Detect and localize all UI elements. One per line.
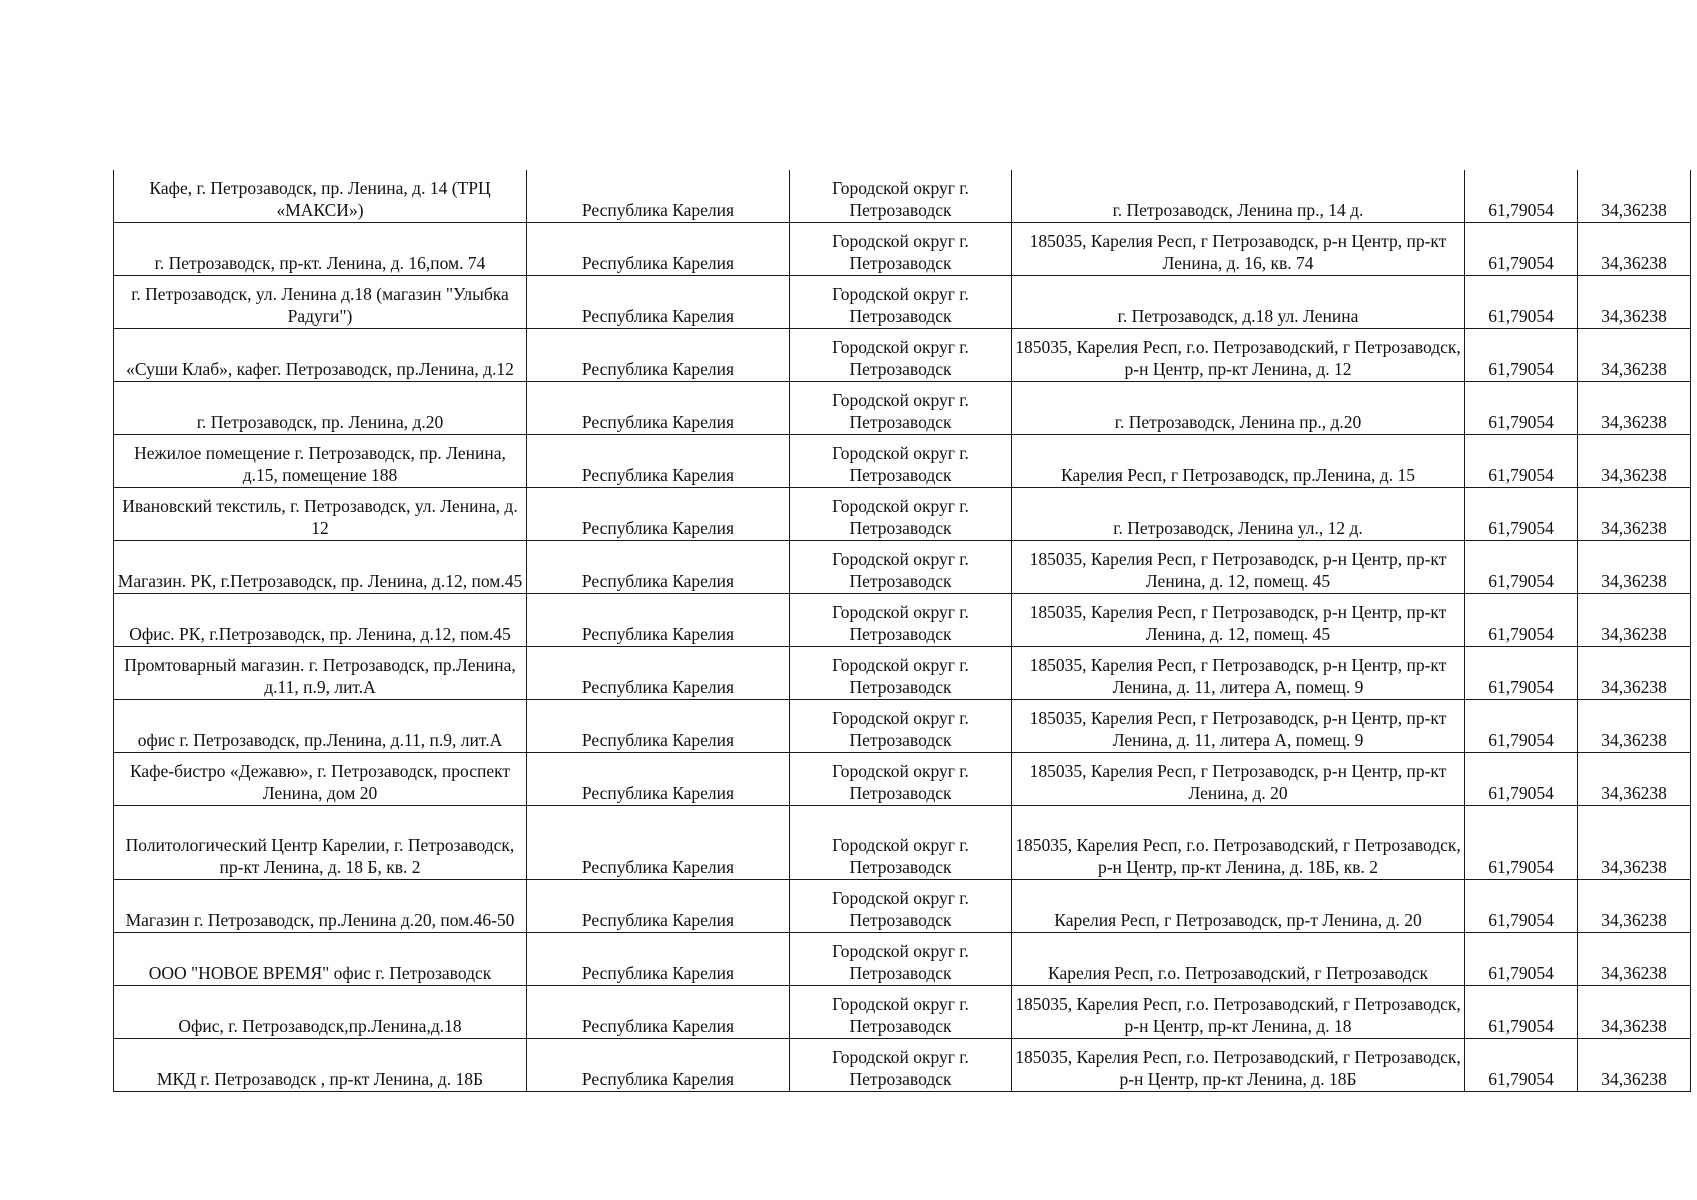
region-cell: Республика Карелия: [527, 753, 790, 806]
address-cell: Карелия Респ, г.о. Петрозаводский, г Петрозаводск: [1012, 933, 1465, 986]
object-name-cell: ООО "НОВОЕ ВРЕМЯ" офис г. Петрозаводск: [114, 933, 527, 986]
address-cell: Карелия Респ, г Петрозаводск, пр.Ленина, д. 15: [1012, 435, 1465, 488]
region-cell: Республика Карелия: [527, 329, 790, 382]
longitude-cell: 34,36238: [1578, 700, 1691, 753]
table-row: [114, 329, 1691, 382]
region-cell: Республика Карелия: [527, 382, 790, 435]
region-cell: Республика Карелия: [527, 276, 790, 329]
table-body: [114, 170, 1691, 1092]
address-cell: 185035, Карелия Респ, г.о. Петрозаводский, г Петрозаводск, р-н Центр, пр-кт Ленина, д. 12: [1012, 329, 1465, 382]
longitude-cell: 34,36238: [1578, 488, 1691, 541]
object-name-cell: г. Петрозаводск, пр-кт. Ленина, д. 16,пом. 74: [114, 223, 527, 276]
longitude-cell: 34,36238: [1578, 647, 1691, 700]
longitude-cell: 34,36238: [1578, 594, 1691, 647]
address-cell: Карелия Респ, г Петрозаводск, пр-т Ленина, д. 20: [1012, 880, 1465, 933]
table-row: [114, 382, 1691, 435]
object-name-cell: Магазин. РК, г.Петрозаводск, пр. Ленина, д.12, пом.45: [114, 541, 527, 594]
region-cell: Республика Карелия: [527, 541, 790, 594]
latitude-cell: 61,79054: [1465, 276, 1578, 329]
region-cell: Республика Карелия: [527, 594, 790, 647]
table-row: [114, 986, 1691, 1039]
address-registry-table: [113, 170, 1691, 1092]
municipality-cell: Городской округ г. Петрозаводск: [790, 170, 1012, 223]
object-name-cell: Офис, г. Петрозаводск,пр.Ленина,д.18: [114, 986, 527, 1039]
longitude-cell: 34,36238: [1578, 986, 1691, 1039]
municipality-cell: Городской округ г. Петрозаводск: [790, 933, 1012, 986]
object-name-cell: Офис. РК, г.Петрозаводск, пр. Ленина, д.12, пом.45: [114, 594, 527, 647]
longitude-cell: 34,36238: [1578, 170, 1691, 223]
region-cell: Республика Карелия: [527, 700, 790, 753]
longitude-cell: 34,36238: [1578, 276, 1691, 329]
latitude-cell: 61,79054: [1465, 880, 1578, 933]
object-name-cell: Кафе, г. Петрозаводск, пр. Ленина, д. 14 (ТРЦ «МАКСИ»): [114, 170, 527, 223]
table-row: [114, 753, 1691, 806]
table-row: [114, 594, 1691, 647]
region-cell: Республика Карелия: [527, 880, 790, 933]
table-row: [114, 488, 1691, 541]
municipality-cell: Городской округ г. Петрозаводск: [790, 647, 1012, 700]
table-row: [114, 1039, 1691, 1092]
table-row: [114, 880, 1691, 933]
object-name-cell: Магазин г. Петрозаводск, пр.Ленина д.20, пом.46-50: [114, 880, 527, 933]
municipality-cell: Городской округ г. Петрозаводск: [790, 223, 1012, 276]
latitude-cell: 61,79054: [1465, 170, 1578, 223]
table-row: [114, 647, 1691, 700]
latitude-cell: 61,79054: [1465, 382, 1578, 435]
table-row: [114, 541, 1691, 594]
municipality-cell: Городской округ г. Петрозаводск: [790, 880, 1012, 933]
region-cell: Республика Карелия: [527, 986, 790, 1039]
address-cell: г. Петрозаводск, д.18 ул. Ленина: [1012, 276, 1465, 329]
latitude-cell: 61,79054: [1465, 806, 1578, 880]
municipality-cell: Городской округ г. Петрозаводск: [790, 986, 1012, 1039]
municipality-cell: Городской округ г. Петрозаводск: [790, 382, 1012, 435]
latitude-cell: 61,79054: [1465, 986, 1578, 1039]
latitude-cell: 61,79054: [1465, 753, 1578, 806]
municipality-cell: Городской округ г. Петрозаводск: [790, 488, 1012, 541]
region-cell: Республика Карелия: [527, 806, 790, 880]
longitude-cell: 34,36238: [1578, 933, 1691, 986]
object-name-cell: Нежилое помещение г. Петрозаводск, пр. Ленина, д.15, помещение 188: [114, 435, 527, 488]
longitude-cell: 34,36238: [1578, 1039, 1691, 1092]
address-cell: 185035, Карелия Респ, г Петрозаводск, р-н Центр, пр-кт Ленина, д. 12, помещ. 45: [1012, 594, 1465, 647]
latitude-cell: 61,79054: [1465, 488, 1578, 541]
address-cell: 185035, Карелия Респ, г Петрозаводск, р-н Центр, пр-кт Ленина, д. 11, литера А, помещ. 9: [1012, 700, 1465, 753]
municipality-cell: Городской округ г. Петрозаводск: [790, 435, 1012, 488]
longitude-cell: 34,36238: [1578, 806, 1691, 880]
table-row: [114, 435, 1691, 488]
region-cell: Республика Карелия: [527, 933, 790, 986]
object-name-cell: «Суши Клаб», кафег. Петрозаводск, пр.Ленина, д.12: [114, 329, 527, 382]
latitude-cell: 61,79054: [1465, 933, 1578, 986]
object-name-cell: Промтоварный магазин. г. Петрозаводск, пр.Ленина, д.11, п.9, лит.А: [114, 647, 527, 700]
longitude-cell: 34,36238: [1578, 753, 1691, 806]
latitude-cell: 61,79054: [1465, 1039, 1578, 1092]
latitude-cell: 61,79054: [1465, 594, 1578, 647]
object-name-cell: Политологический Центр Карелии, г. Петрозаводск, пр-кт Ленина, д. 18 Б, кв. 2: [114, 806, 527, 880]
table-row: [114, 700, 1691, 753]
municipality-cell: Городской округ г. Петрозаводск: [790, 700, 1012, 753]
municipality-cell: Городской округ г. Петрозаводск: [790, 276, 1012, 329]
longitude-cell: 34,36238: [1578, 382, 1691, 435]
latitude-cell: 61,79054: [1465, 435, 1578, 488]
latitude-cell: 61,79054: [1465, 647, 1578, 700]
municipality-cell: Городской округ г. Петрозаводск: [790, 1039, 1012, 1092]
municipality-cell: Городской округ г. Петрозаводск: [790, 806, 1012, 880]
object-name-cell: Кафе-бистро «Дежавю», г. Петрозаводск, проспект Ленина, дом 20: [114, 753, 527, 806]
object-name-cell: офис г. Петрозаводск, пр.Ленина, д.11, п.9, лит.А: [114, 700, 527, 753]
region-cell: Республика Карелия: [527, 647, 790, 700]
address-cell: 185035, Карелия Респ, г Петрозаводск, р-н Центр, пр-кт Ленина, д. 12, помещ. 45: [1012, 541, 1465, 594]
object-name-cell: МКД г. Петрозаводск , пр-кт Ленина, д. 18Б: [114, 1039, 527, 1092]
object-name-cell: Ивановский текстиль, г. Петрозаводск, ул. Ленина, д. 12: [114, 488, 527, 541]
latitude-cell: 61,79054: [1465, 541, 1578, 594]
address-cell: г. Петрозаводск, Ленина пр., д.20: [1012, 382, 1465, 435]
municipality-cell: Городской округ г. Петрозаводск: [790, 594, 1012, 647]
region-cell: Республика Карелия: [527, 170, 790, 223]
address-cell: 185035, Карелия Респ, г Петрозаводск, р-н Центр, пр-кт Ленина, д. 11, литера А, помещ. 9: [1012, 647, 1465, 700]
municipality-cell: Городской округ г. Петрозаводск: [790, 541, 1012, 594]
address-cell: г. Петрозаводск, Ленина ул., 12 д.: [1012, 488, 1465, 541]
table-row: [114, 933, 1691, 986]
address-cell: 185035, Карелия Респ, г Петрозаводск, р-н Центр, пр-кт Ленина, д. 16, кв. 74: [1012, 223, 1465, 276]
region-cell: Республика Карелия: [527, 1039, 790, 1092]
region-cell: Республика Карелия: [527, 488, 790, 541]
municipality-cell: Городской округ г. Петрозаводск: [790, 753, 1012, 806]
latitude-cell: 61,79054: [1465, 223, 1578, 276]
address-cell: 185035, Карелия Респ, г.о. Петрозаводский, г Петрозаводск, р-н Центр, пр-кт Ленина, д. 18: [1012, 986, 1465, 1039]
table-row: [114, 276, 1691, 329]
object-name-cell: г. Петрозаводск, пр. Ленина, д.20: [114, 382, 527, 435]
table-row: [114, 223, 1691, 276]
longitude-cell: 34,36238: [1578, 435, 1691, 488]
latitude-cell: 61,79054: [1465, 700, 1578, 753]
longitude-cell: 34,36238: [1578, 223, 1691, 276]
address-cell: 185035, Карелия Респ, г Петрозаводск, р-н Центр, пр-кт Ленина, д. 20: [1012, 753, 1465, 806]
longitude-cell: 34,36238: [1578, 541, 1691, 594]
longitude-cell: 34,36238: [1578, 880, 1691, 933]
region-cell: Республика Карелия: [527, 435, 790, 488]
latitude-cell: 61,79054: [1465, 329, 1578, 382]
address-cell: 185035, Карелия Респ, г.о. Петрозаводский, г Петрозаводск, р-н Центр, пр-кт Ленина, д. 18Б: [1012, 1039, 1465, 1092]
address-cell: г. Петрозаводск, Ленина пр., 14 д.: [1012, 170, 1465, 223]
table-row: [114, 170, 1691, 223]
municipality-cell: Городской округ г. Петрозаводск: [790, 329, 1012, 382]
object-name-cell: г. Петрозаводск, ул. Ленина д.18 (магазин "Улыбка Радуги"): [114, 276, 527, 329]
address-cell: 185035, Карелия Респ, г.о. Петрозаводский, г Петрозаводск, р-н Центр, пр-кт Ленина, д. 18Б, кв. 2: [1012, 806, 1465, 880]
longitude-cell: 34,36238: [1578, 329, 1691, 382]
region-cell: Республика Карелия: [527, 223, 790, 276]
table-row: [114, 806, 1691, 880]
